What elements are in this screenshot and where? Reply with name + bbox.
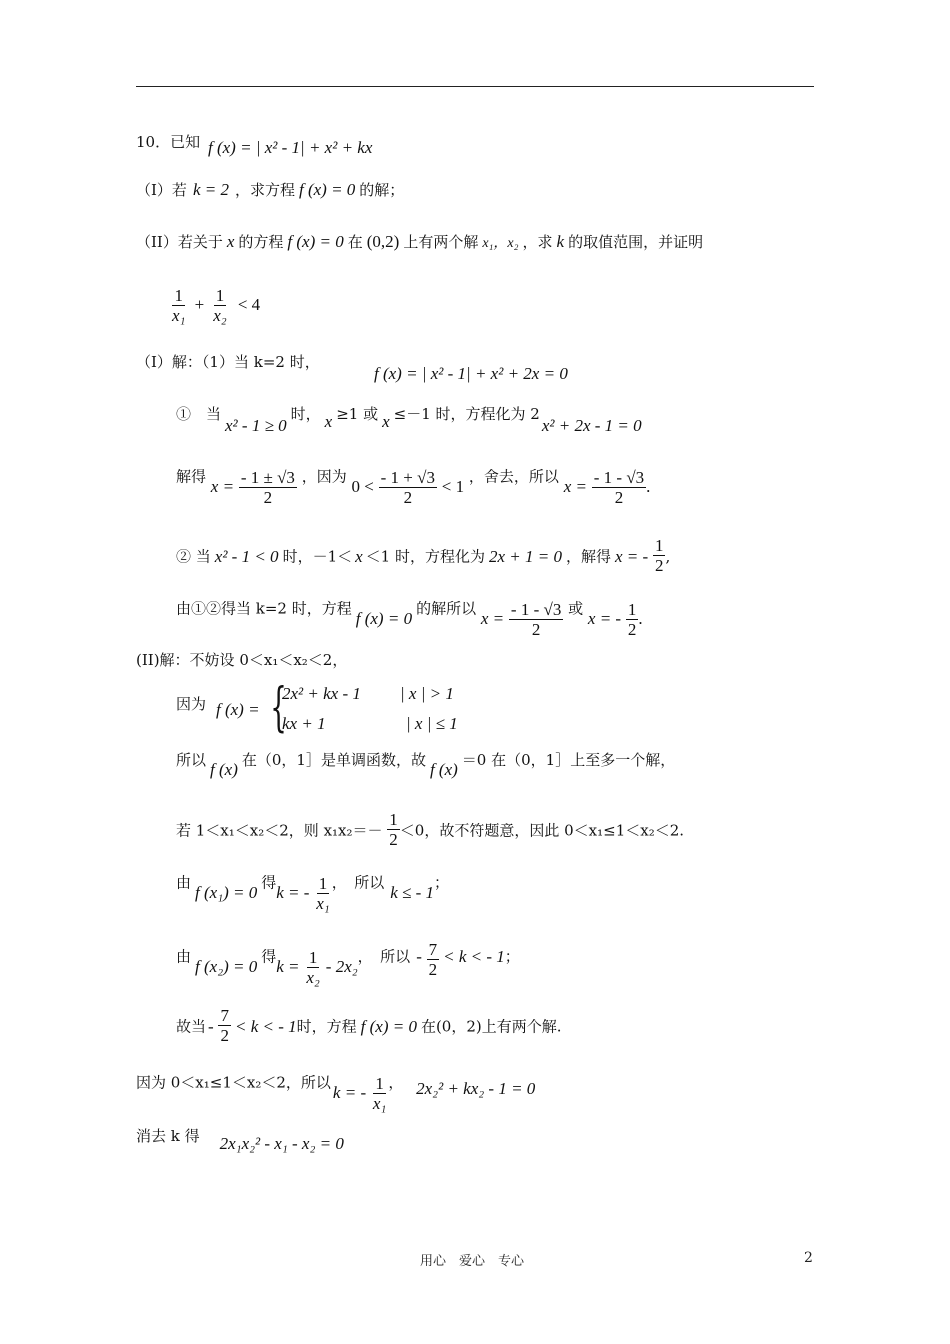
function-definition: f (x) = | x² - 1| + x² + kx [208,138,373,157]
elimination-line-2: 消去 k 得 2x₁x₂² - x₁ - x₂ = 0 [136,1127,344,1153]
k-from-x2: 由 f (x₂) = 0 得k = $\frac{1}{\text{x₂}}$ - 2x₂， 所以 - $\frac{7}{2}$ < k < - 1； [176,940,520,987]
k-range-line: 故当 - $\frac{7}{2}$ < k < - 1时，方程 f (x) = 0 在(0，2)上有两个解. [176,1006,562,1045]
brace-symbol: { [270,678,287,738]
monotone-line: 所以 f (x) 在（0，1］是单调函数，故 f (x) ＝0 在（0，1］上至多一个解， [176,751,676,779]
piecewise-cond2: | x | ≤ 1 [406,714,458,733]
proof-target: $\frac{1}{\text{x₁}}$ + $\frac{1}{\text{x₂}}$ < 4 [172,286,261,325]
piecewise-f: f (x) = [216,700,260,719]
k-from-x1: 由 f (x₁) = 0 得k = - $\frac{1}{\text{x₁}}$ ， 所以 k ≤ - 1； [176,873,450,913]
case1-line: ① 当x² - 1 ≥ 0时， x ≥1 或 x ≤－1 时，方程化为 2x² + 2x - 1 = 0 [176,405,642,435]
header-rule [136,86,814,87]
sol1-equation: f (x) = | x² - 1| + x² + 2x = 0 [374,364,568,383]
elimination-line-1: 因为 0＜x₁≤1＜x₂＜2，所以 k = - $\frac{1}{\text{x₁}}$ ， 2x₂² + kx₂ - 1 = 0 [136,1073,536,1113]
sol1-head: （Ⅰ）解：（1）当 k=2 时， [136,353,320,371]
piecewise-row1: 2x² + kx - 1 [282,684,361,703]
part2-prompt: （II）若关于 x 的方程 f (x) = 0 在 (0,2) 上有两个解 x₁，x₂ ，求 k 的取值范围，并证明 [136,232,704,251]
piecewise-label: 因为 [176,695,207,713]
footer-motto: 用心 爱心 专心 [420,1254,525,1269]
problem-number: 10．已知 [136,133,201,151]
part1-result: 由①②得当 k=2 时，方程 f (x) = 0 的解所以 x = $\frac{- 1 - √3}{2}$ 或 x = - $\frac{1}{2}$ . [176,599,643,639]
page-number: 2 [804,1250,813,1266]
case1-solution: 解得 x = $\frac{- 1 \pm √3}{2}$ ，因为 0 < $\frac{- 1 + √3}{2}$ < 1 ，舍去，所以 x = $\frac{- 1 - √3}{2}$ . [176,467,651,507]
sol2-head: (II)解：不妨设 0＜x₁＜x₂＜2， [136,651,348,669]
piecewise-row2: kx + 1 [282,714,326,733]
case2-line: ② 当 x² - 1 < 0 时，－1＜ x ＜1 时，方程化为 2x + 1 = 0 ，解得 x = - $\frac{1}{2}$ , [176,536,671,575]
case-reject-line: 若 1＜x₁＜x₂＜2，则 x₁x₂＝－ $\frac{1}{2}$ ＜0，故不符题意，因此 0＜x₁≤1＜x₂＜2. [176,810,685,849]
part1-prompt: （I）若 k = 2 ，求方程 f (x) = 0 的解； [136,180,405,199]
piecewise-cond1: | x | > 1 [400,684,454,703]
